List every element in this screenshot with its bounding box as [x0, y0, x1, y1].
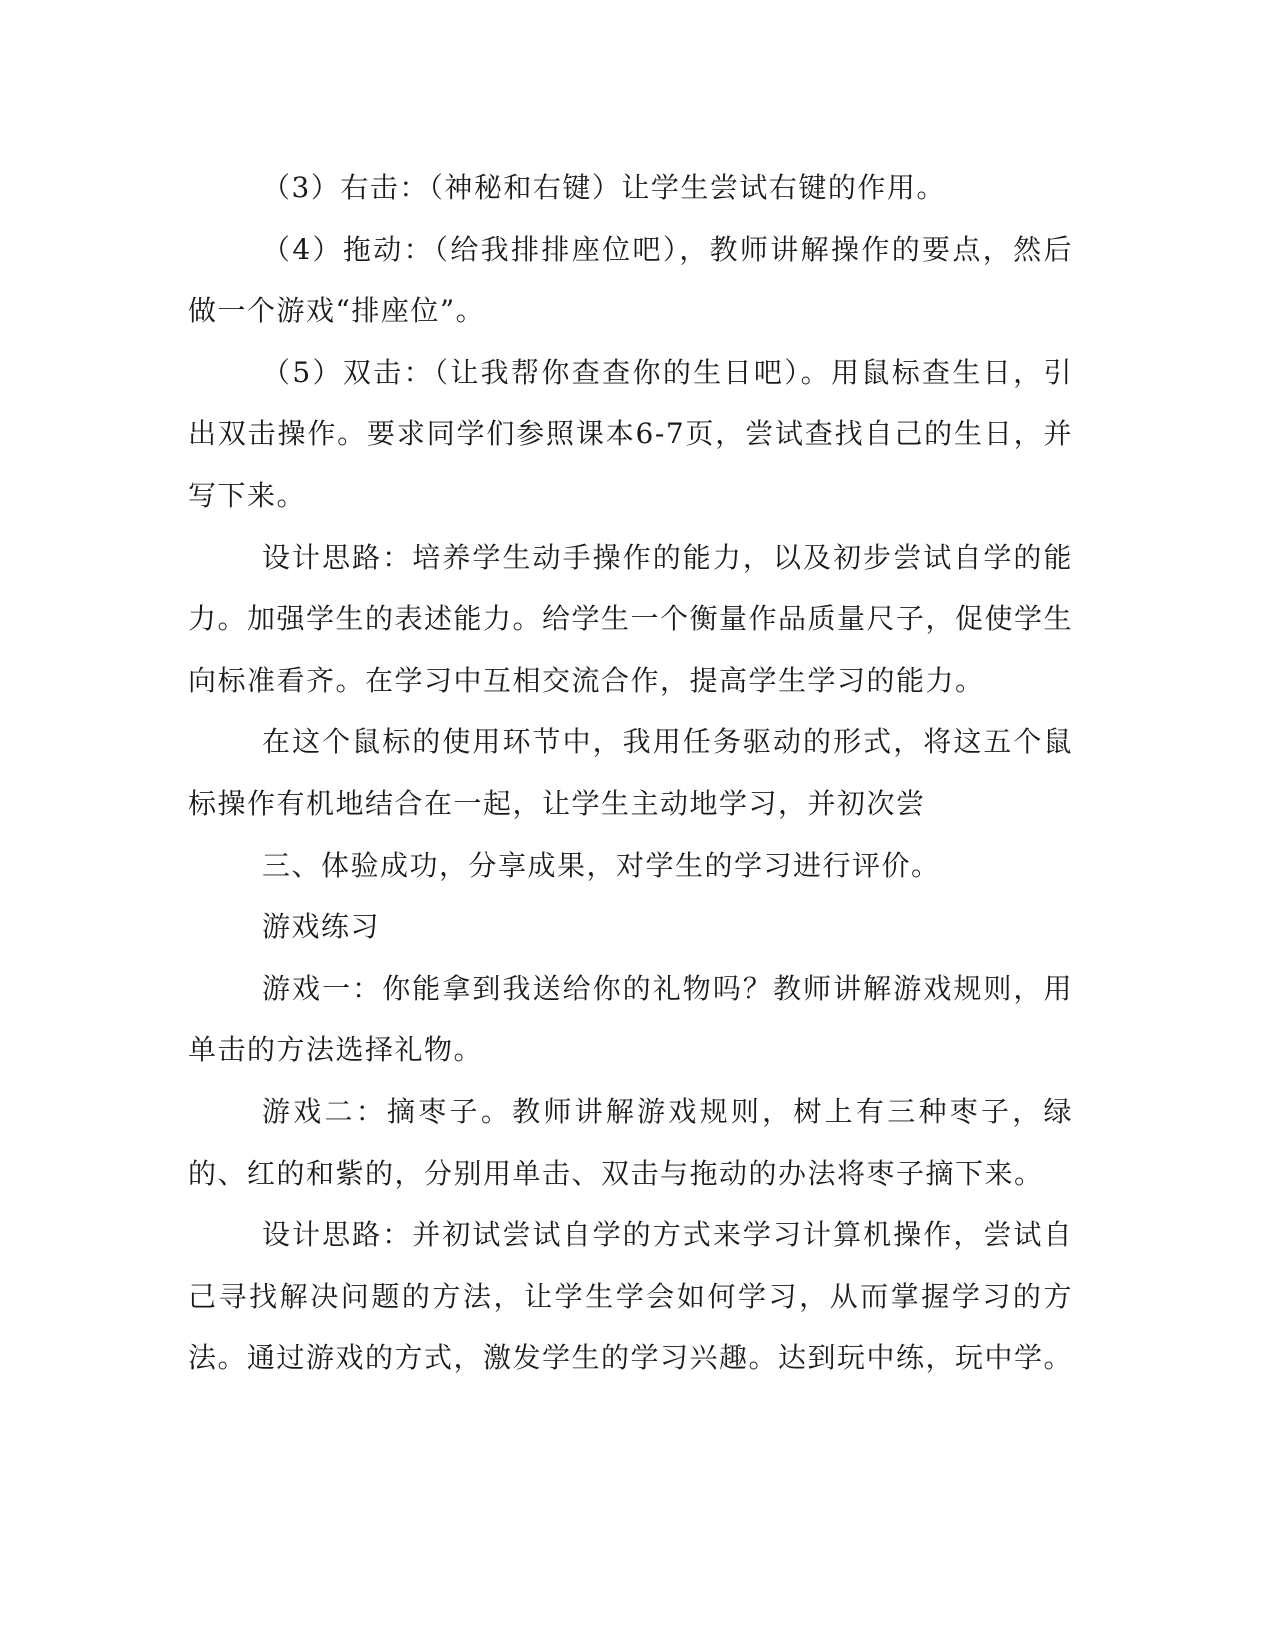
paragraph-game-two: 游戏二：摘枣子。教师讲解游戏规则，树上有三种枣子，绿的、红的和紫的，分别用单击、双击与拖动的办法将枣子摘下来。	[188, 1094, 1073, 1190]
paragraph-game-practice: 游戏练习	[262, 910, 381, 944]
paragraph-task-driven: 在这个鼠标的使用环节中，我用任务驱动的形式，将这五个鼠标操作有机地结合在一起，让学生主动地学习，并初次尝	[188, 725, 1073, 820]
paragraph-design-idea-1: 设计思路：培养学生动手操作的能力，以及初步尝试自学的能力。加强学生的表述能力。给学生一个衡量作品质量尺子，促使学生向标准看齐。在学习中互相交流合作，提高学生学习的能力。	[188, 540, 1074, 697]
paragraph-double-click: （5）双击：（让我帮你查查你的生日吧）。用鼠标查生日，引出双击操作。要求同学们参照课本6-7页，尝试查找自己的生日，并写下来。	[188, 355, 1073, 512]
paragraph-game-one: 游戏一：你能拿到我送给你的礼物吗？教师讲解游戏规则，用单击的方法选择礼物。	[188, 971, 1073, 1067]
paragraph-drag: （4）拖动：（给我排排座位吧），教师讲解操作的要点，然后做一个游戏“排座位”。	[188, 232, 1073, 328]
document-body	[188, 157, 1073, 1389]
paragraph-right-click: （3）右击：（神秘和右键）让学生尝试右键的作用。	[262, 171, 946, 204]
section-heading-three: 三、体验成功，分享成果，对学生的学习进行评价。	[262, 848, 941, 882]
paragraph-design-idea-2: 设计思路：并初试尝试自学的方式来学习计算机操作，尝试自己寻找解决问题的方法，让学生学会如何学习，从而掌握学习的方法。通过游戏的方式，激发学生的学习兴趣。达到玩中练，玩中学。	[188, 1218, 1074, 1375]
